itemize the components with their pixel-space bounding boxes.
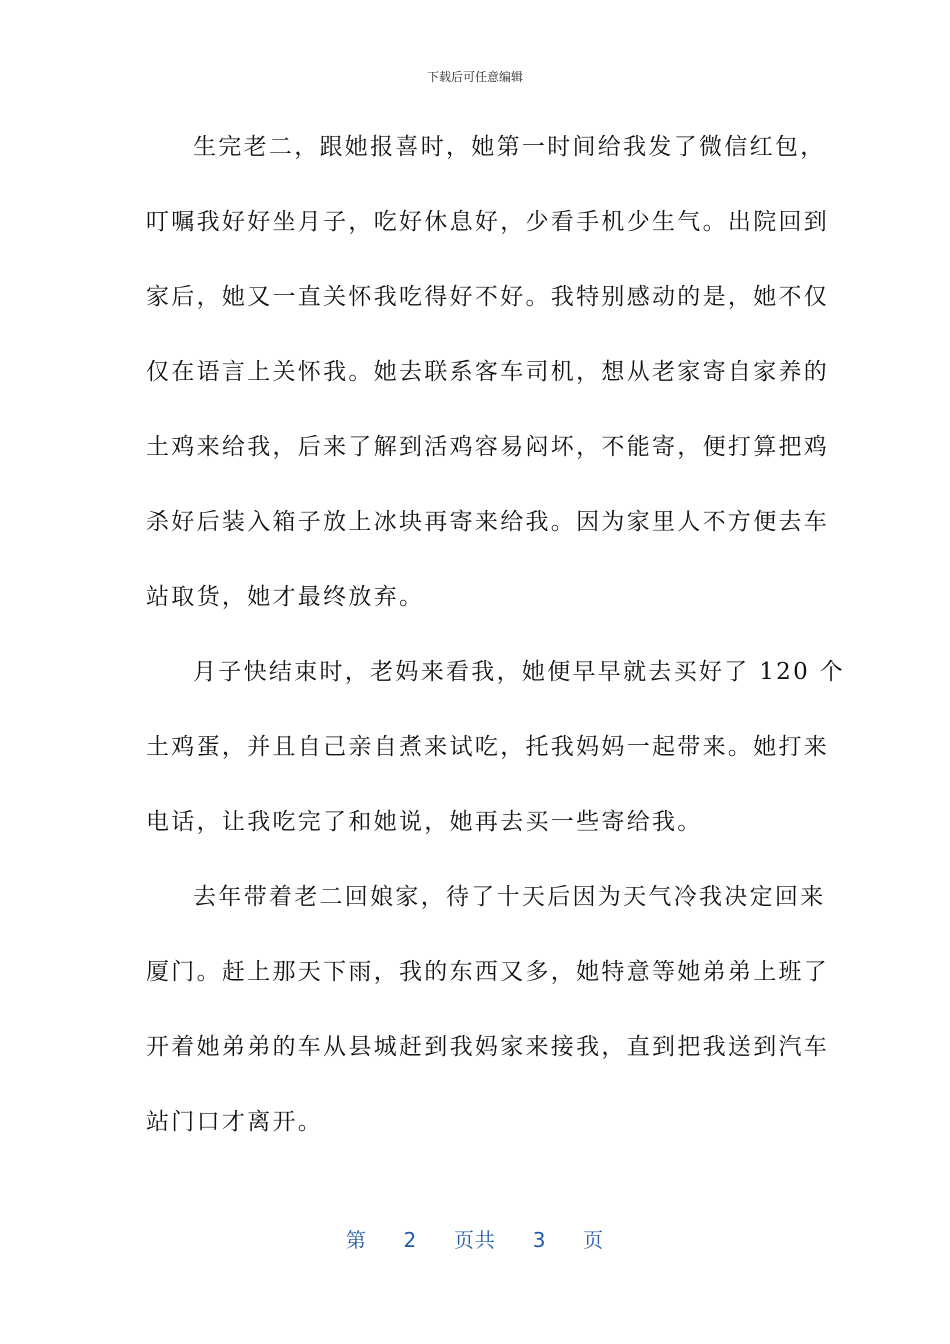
text-line: 站取货，她才最终放弃。 [146,584,425,610]
current-page-number: 2 [403,1228,418,1252]
text-line: 仅在语言上关怀我。她去联系客车司机，想从老家寄自家养的 [146,359,830,385]
footer-middle: 页共 [454,1228,496,1252]
text-line: 月子快结束时，老妈来看我，她便早早就去买好了 120 个 [193,659,845,685]
text-line: 杀好后装入箱子放上冰块再寄来给我。因为家里人不方便去车 [146,509,830,535]
text-line: 家后，她又一直关怀我吃得好不好。我特别感动的是，她不仅 [146,284,830,310]
text-line: 生完老二，跟她报喜时，她第一时间给我发了微信红包， [193,134,826,160]
footer-prefix: 第 [345,1228,367,1252]
footer-suffix: 页 [583,1228,605,1252]
text-line: 厦门。赶上那天下雨，我的东西又多，她特意等她弟弟上班了 [146,959,830,985]
text-line: 开着她弟弟的车从县城赶到我妈家来接我，直到把我送到汽车 [146,1034,830,1060]
header-note: 下载后可任意编辑 [426,70,523,84]
page-footer [0,1224,950,1253]
total-pages-number: 3 [532,1228,547,1252]
text-line: 叮嘱我好好坐月子，吃好休息好，少看手机少生气。出院回到 [146,209,830,235]
document-body [146,118,845,1168]
text-line: 电话，让我吃完了和她说，她再去买一些寄给我。 [146,809,703,835]
text-line: 土鸡蛋，并且自己亲自煮来试吃，托我妈妈一起带来。她打来 [146,734,830,760]
text-line: 土鸡来给我，后来了解到活鸡容易闷坏，不能寄，便打算把鸡 [146,434,830,460]
text-line: 站门口才离开。 [146,1109,324,1135]
paragraph-2 [146,643,845,868]
text-line: 去年带着老二回娘家，待了十天后因为天气冷我决定回来 [193,884,826,910]
paragraph-3 [146,868,830,1168]
paragraph-1 [146,118,830,643]
